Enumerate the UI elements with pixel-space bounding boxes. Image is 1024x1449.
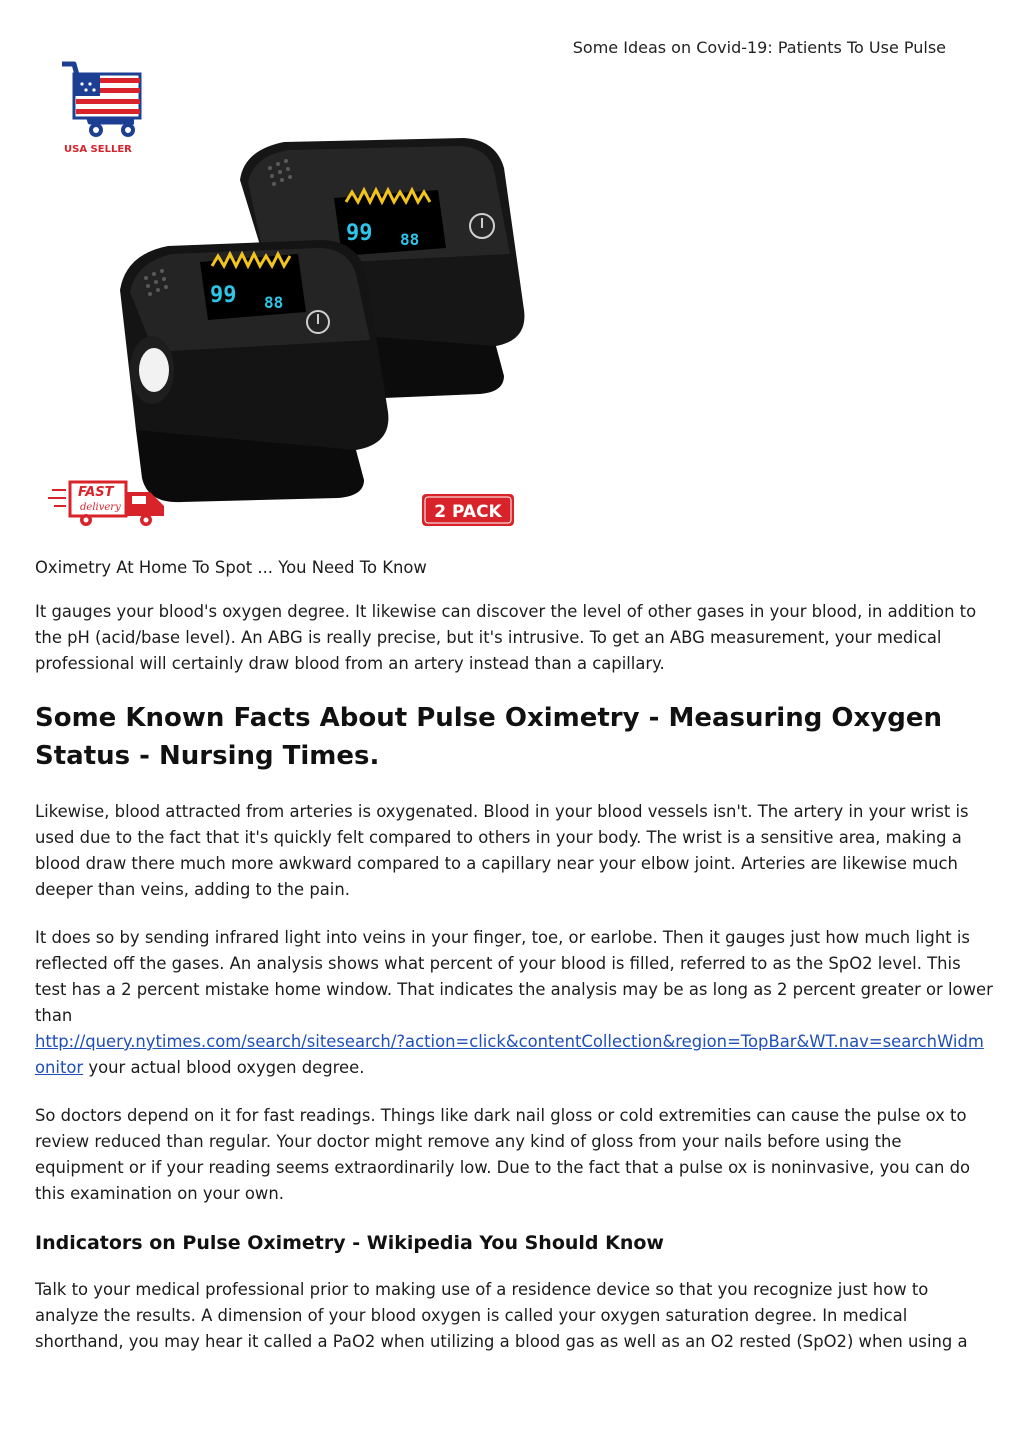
paragraph-3 xyxy=(35,925,993,1081)
page-header: Some Ideas on Covid-19: Patients To Use Pulse xyxy=(572,38,946,57)
delivery-text-delivery: delivery xyxy=(80,502,121,513)
paragraph-3-text: It does so by sending infrared light into veins in your finger, toe, or earlobe. Then it gauges just how much light is reflected off the gases. An analysis shows what percent of your blood is filled, referred to as the SpO2 level. This test has a 2 percent mistake home window. That indicates the analysis may be as long as 2 percent greater or lower than xyxy=(35,928,993,1025)
nytimes-link[interactable]: http://query.nytimes.com/search/sitesearch/?action=click&contentCollection&region=TopBar&WT.nav=searchWidmonitor xyxy=(35,1032,984,1077)
heading-known-facts: Some Known Facts About Pulse Oximetry - Measuring Oxygen Status - Nursing Times. xyxy=(35,703,942,771)
pack-label: 2 PACK xyxy=(434,502,502,522)
display-spo2-front: 99 xyxy=(210,283,237,308)
oximeter-device-front xyxy=(120,240,388,502)
paragraph-5: Talk to your medical professional prior to making use of a residence device so that you recognize just how to analyze the results. A dimension of your blood oxygen is called your oxygen saturation degree. In medical shorthand, you may hear it called a PaO2 when utilizing a blood gas as well as an O2 rested (SpO2) when using a xyxy=(35,1280,968,1351)
paragraph-2: Likewise, blood attracted from arteries is oxygenated. Blood in your blood vessels isn't. The artery in your wrist is used due to the fact that it's quickly felt compared to others in your body. The wrist is a sensitive area, making a blood draw there much more awkward compared to a capillary near your elbow joint. Arteries are likewise much deeper than veins, adding to the pain. xyxy=(35,802,969,899)
paragraph-3-tail: your actual blood oxygen degree. xyxy=(83,1058,365,1077)
usa-seller-logo xyxy=(62,64,140,155)
delivery-text-fast: FAST xyxy=(78,485,114,500)
paragraph-4: So doctors depend on it for fast readings. Things like dark nail gloss or cold extremities can cause the pulse ox to review reduced than regular. Your doctor might remove any kind of gloss from your nails before using the equipment or if your reading seems extraordinarily low. Due to the fact that a pulse ox is noninvasive, you can do this examination on your own. xyxy=(35,1106,971,1203)
article-content xyxy=(35,555,993,1377)
display-pulse-back: 88 xyxy=(400,230,420,249)
product-image xyxy=(34,40,550,552)
heading-indicators: Indicators on Pulse Oximetry - Wikipedia You Should Know xyxy=(35,1232,664,1254)
display-spo2-back: 99 xyxy=(346,221,373,246)
two-pack-badge xyxy=(422,494,514,526)
seller-badge-text: USA SELLER xyxy=(64,144,132,155)
image-caption: Oximetry At Home To Spot ... You Need To Know xyxy=(35,558,427,577)
paragraph-1: It gauges your blood's oxygen degree. It likewise can discover the level of other gases in your blood, in addition to the pH (acid/base level). An ABG is really precise, but it's intrusive. To get an ABG measurement, your medical professional will certainly draw blood from an artery instead than a capillary. xyxy=(35,602,977,673)
shopping-cart-icon xyxy=(62,64,140,137)
display-pulse-front: 88 xyxy=(264,293,284,312)
